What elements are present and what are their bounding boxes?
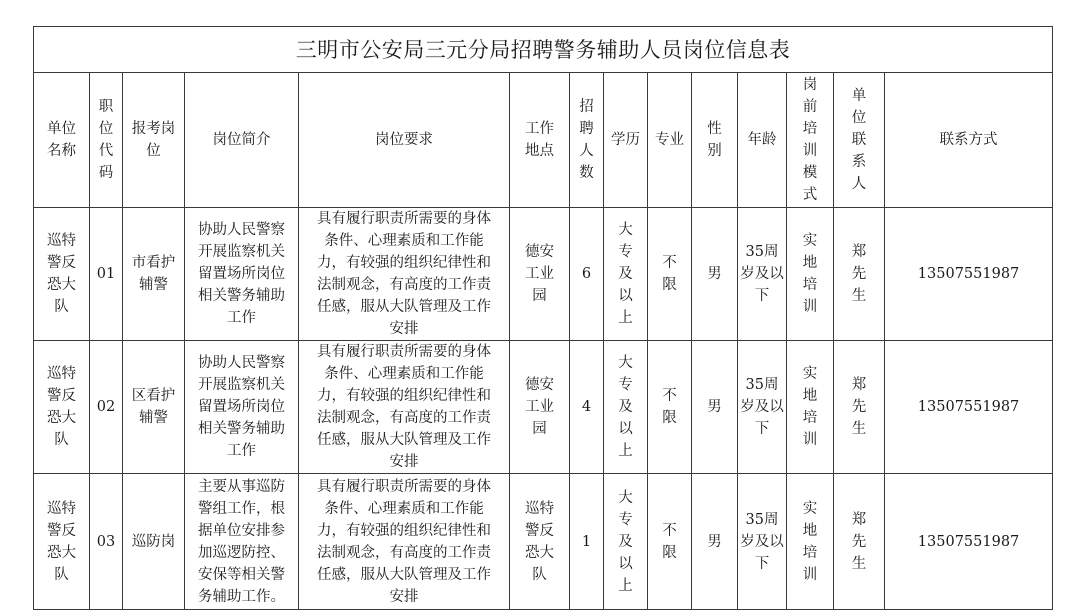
cell-count: 1 [570, 474, 604, 610]
cell-unit: 巡特警反恐大队 [34, 341, 90, 474]
cell-education: 大专及以上 [604, 208, 648, 341]
cell-post: 区看护辅警 [123, 341, 185, 474]
header-code: 职位代码 [90, 73, 123, 208]
cell-code: 03 [90, 474, 123, 610]
header-location: 工作地点 [510, 73, 570, 208]
cell-major: 不限 [648, 208, 692, 341]
cell-training: 实地培训 [787, 474, 834, 610]
cell-gender: 男 [692, 474, 738, 610]
cell-contact-person: 郑先生 [834, 474, 885, 610]
cell-intro: 协助人民警察开展监察机关留置场所岗位相关警务辅助工作 [185, 208, 299, 341]
cell-training: 实地培训 [787, 208, 834, 341]
cell-training: 实地培训 [787, 341, 834, 474]
table-row [34, 208, 1053, 341]
cell-gender: 男 [692, 208, 738, 341]
cell-location: 德安工业园 [510, 208, 570, 341]
cell-requirement: 具有履行职责所需要的身体条件、心理素质和工作能力，有较强的组织纪律性和法制观念，有高度的工作责任感，服从大队管理及工作安排 [299, 208, 510, 341]
cell-age: 35周岁及以下 [738, 208, 787, 341]
cell-post: 市看护辅警 [123, 208, 185, 341]
cell-count: 4 [570, 341, 604, 474]
header-contact-person: 单位联系人 [834, 73, 885, 208]
cell-contact: 13507551987 [885, 341, 1053, 474]
table-row [34, 474, 1053, 610]
header-row [34, 73, 1053, 208]
header-contact: 联系方式 [885, 73, 1053, 208]
cell-location: 巡特警反恐大队 [510, 474, 570, 610]
header-requirement: 岗位要求 [299, 73, 510, 208]
cell-education: 大专及以上 [604, 341, 648, 474]
header-post: 报考岗位 [123, 73, 185, 208]
header-training: 岗前培训模式 [787, 73, 834, 208]
cell-code: 01 [90, 208, 123, 341]
cell-intro: 主要从事巡防警组工作，根据单位安排参加巡逻防控、安保等相关警务辅助工作。 [185, 474, 299, 610]
table-row [34, 341, 1053, 474]
header-count: 招聘人数 [570, 73, 604, 208]
cell-post: 巡防岗 [123, 474, 185, 610]
cell-major: 不限 [648, 341, 692, 474]
cell-requirement: 具有履行职责所需要的身体条件、心理素质和工作能力，有较强的组织纪律性和法制观念，有高度的工作责任感，服从大队管理及工作安排 [299, 474, 510, 610]
cell-contact-person: 郑先生 [834, 208, 885, 341]
cell-age: 35周岁及以下 [738, 474, 787, 610]
cell-age: 35周岁及以下 [738, 341, 787, 474]
cell-requirement: 具有履行职责所需要的身体条件、心理素质和工作能力，有较强的组织纪律性和法制观念，有高度的工作责任感，服从大队管理及工作安排 [299, 341, 510, 474]
cell-unit: 巡特警反恐大队 [34, 208, 90, 341]
cell-contact: 13507551987 [885, 208, 1053, 341]
cell-code: 02 [90, 341, 123, 474]
cell-contact-person: 郑先生 [834, 341, 885, 474]
header-intro: 岗位简介 [185, 73, 299, 208]
cell-major: 不限 [648, 474, 692, 610]
cell-unit: 巡特警反恐大队 [34, 474, 90, 610]
cell-count: 6 [570, 208, 604, 341]
cell-intro: 协助人民警察开展监察机关留置场所岗位相关警务辅助工作 [185, 341, 299, 474]
header-unit: 单位名称 [34, 73, 90, 208]
recruitment-table [33, 26, 1053, 610]
cell-contact: 13507551987 [885, 474, 1053, 610]
header-education: 学历 [604, 73, 648, 208]
cell-location: 德安工业园 [510, 341, 570, 474]
header-major: 专业 [648, 73, 692, 208]
cell-gender: 男 [692, 341, 738, 474]
header-gender: 性别 [692, 73, 738, 208]
header-age: 年龄 [738, 73, 787, 208]
table-title: 三明市公安局三元分局招聘警务辅助人员岗位信息表 [34, 27, 1053, 73]
cell-education: 大专及以上 [604, 474, 648, 610]
